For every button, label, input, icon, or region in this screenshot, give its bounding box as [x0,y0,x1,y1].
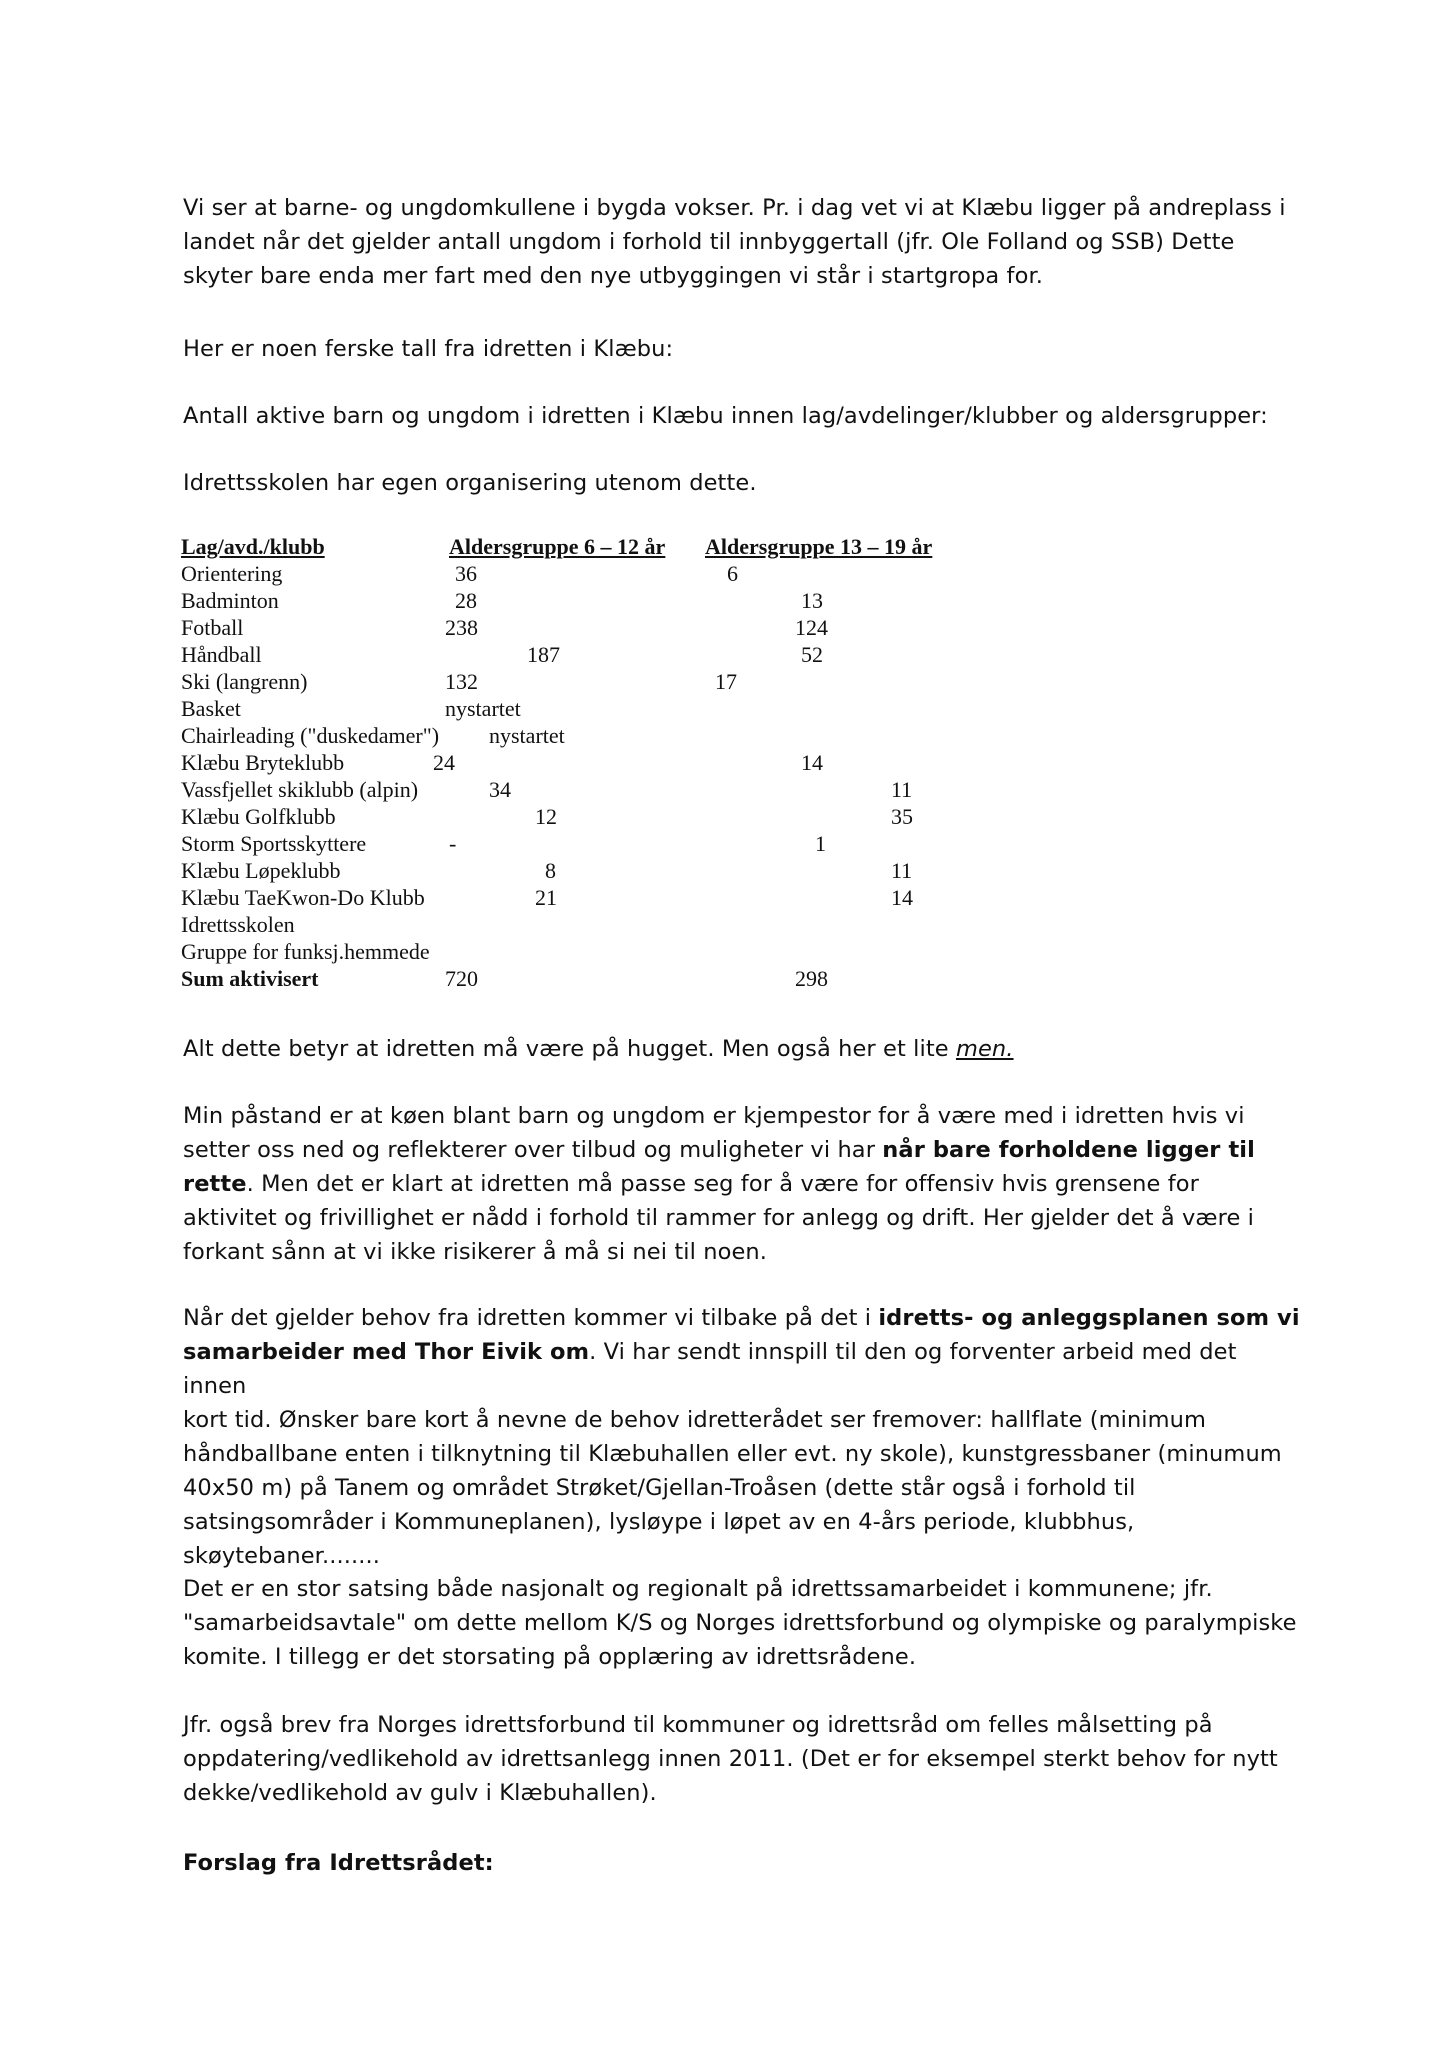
letter-paragraph [183,1708,1303,1810]
club-name: Håndball [181,642,262,667]
club-name: Vassfjellet skiklubb (alpin) [181,777,419,802]
idrettsskolen-note-text: Idrettsskolen har egen organisering utenom dette. [183,470,757,496]
value-age-6-12: 36 [455,561,477,586]
value-age-6-12: - [449,831,457,856]
needs-paragraph [183,1301,1303,1573]
total-label: Sum aktivisert [181,966,319,991]
table-row [181,912,1081,939]
table-header-row [181,534,1081,561]
table-row [181,642,1081,669]
value-age-6-12: 12 [535,804,557,829]
value-age-13-19: 6 [727,561,738,586]
club-name: Klæbu Bryteklubb [181,750,345,775]
header-club: Lag/avd./klubb [181,534,325,559]
club-name: Klæbu Løpeklubb [181,858,341,883]
claim-line-3a: rette [183,1171,247,1197]
value-age-6-12: 28 [455,588,477,613]
value-age-13-19: 35 [891,804,913,829]
club-name: Fotball [181,615,244,640]
needs-line-6: satsingsområder i Kommuneplanen), lysløype i løpet av en 4-års periode, klubbhus, [183,1509,1135,1535]
value-age-6-12: 238 [445,615,478,640]
claim-line-2a: setter oss ned og reflekterer over tilbud og muligheter vi har [183,1137,883,1163]
table-row [181,804,1081,831]
conclusion-text: Alt dette betyr at idretten må være på hugget. Men også her et lite [183,1036,956,1062]
intro-paragraph [183,191,1303,293]
cooperation-line-1: Det er en stor satsing både nasjonalt og regionalt på idrettssamarbeidet i kommunene; jfr. [183,1576,1213,1602]
club-name: Badminton [181,588,279,613]
intro-line-1: Vi ser at barne- og ungdomkullene i bygda vokser. Pr. i dag vet vi at Klæbu ligger på andreplass i [183,195,1286,221]
cooperation-line-3: komite. I tillegg er det storsating på opplæring av idrettsrådene. [183,1644,917,1670]
proposal-heading-text: Forslag fra Idrettsrådet: [183,1850,494,1876]
table-caption-text: Antall aktive barn og ungdom i idretten i Klæbu innen lag/avdelinger/klubber og aldersgrupper: [183,403,1268,429]
table-row [181,831,1081,858]
cooperation-line-2: "samarbeidsavtale" om dette mellom K/S og Norges idrettsforbund og olympiske og paralympiske [183,1610,1297,1636]
needs-line-1a: Når det gjelder behov fra idretten kommer vi tilbake på det i [183,1305,879,1331]
value-age-6-12: 132 [445,669,478,694]
header-age-6-12: Aldersgruppe 6 – 12 år [449,534,666,559]
needs-line-2a: samarbeider med Thor Eivik om [183,1339,590,1365]
club-name: Ski (langrenn) [181,669,308,694]
club-name: Basket [181,696,241,721]
club-name: Chairleading ("duskedamer") [181,723,440,748]
table-row [181,777,1081,804]
letter-line-2: oppdatering/vedlikehold av idrettsanlegg innen 2011. (Det er for eksempel sterkt behov for nytt [183,1746,1278,1772]
claim-line-4: aktivitet og frivillighet er nådd i forhold til rammer for anlegg og drift. Her gjelder det å være i [183,1205,1255,1231]
value-age-13-19: 11 [891,777,913,802]
claim-line-5: forkant sånn at vi ikke risikerer å må si nei til noen. [183,1239,767,1265]
value-age-6-12: nystartet [445,696,521,721]
value-age-13-19: 1 [815,831,826,856]
table-row [181,615,1081,642]
needs-line-4: håndballbane enten i tilknytning til Klæbuhallen eller evt. ny skole), kunstgressbaner (minumum [183,1441,1282,1467]
table-row [181,939,1081,966]
figures-intro-text: Her er noen ferske tall fra idretten i Klæbu: [183,336,674,362]
club-name: Orientering [181,561,283,586]
value-age-6-12: 34 [489,777,511,802]
value-age-6-12: nystartet [489,723,565,748]
club-name: Gruppe for funksj.hemmede [181,939,430,964]
conclusion-italic: men. [955,1036,1014,1062]
letter-line-1: Jfr. også brev fra Norges idrettsforbund til kommuner og idrettsråd om felles målsetting på [183,1712,1213,1738]
total-age-6-12: 720 [445,966,478,991]
needs-line-3: kort tid. Ønsker bare kort å nevne de behov idretterådet ser fremover: hallflate (minimum [183,1407,1207,1433]
table-total-row [181,966,1081,993]
idrettsskolen-note [183,466,1303,500]
value-age-6-12: 21 [535,885,557,910]
value-age-6-12: 187 [527,642,560,667]
club-name: Klæbu TaeKwon-Do Klubb [181,885,425,910]
value-age-13-19: 13 [801,588,823,613]
value-age-13-19: 52 [801,642,823,667]
table-row [181,561,1081,588]
club-name: Klæbu Golfklubb [181,804,336,829]
figures-intro [183,332,1303,366]
letter-line-3: dekke/vedlikehold av gulv i Klæbuhallen). [183,1780,657,1806]
intro-line-3: skyter bare enda mer fart med den nye utbyggingen vi står i startgropa for. [183,263,1043,289]
club-name: Idrettsskolen [181,912,295,937]
table-row [181,750,1081,777]
table-row [181,696,1081,723]
value-age-13-19: 17 [715,669,737,694]
claim-paragraph [183,1099,1303,1269]
table-caption [183,399,1303,433]
claim-line-1: Min påstand er at køen blant barn og ungdom er kjempestor for å være med i idretten hvis vi [183,1103,1245,1129]
needs-line-5: 40x50 m) på Tanem og området Strøket/Gjellan-Troåsen (dette står også i forhold til [183,1475,1136,1501]
header-age-13-19: Aldersgruppe 13 – 19 år [705,534,933,559]
value-age-6-12: 24 [433,750,455,775]
table-row [181,858,1081,885]
value-age-13-19: 124 [795,615,828,640]
table-row [181,669,1081,696]
claim-line-3b: . Men det er klart at idretten må passe seg for å være for offensiv hvis grensene for [246,1171,1199,1197]
value-age-6-12: 8 [545,858,556,883]
value-age-13-19: 14 [801,750,823,775]
value-age-13-19: 14 [891,885,913,910]
claim-line-2b: når bare forholdene ligger til [882,1137,1255,1163]
table-row [181,885,1081,912]
club-name: Storm Sportsskyttere [181,831,367,856]
intro-line-2: landet når det gjelder antall ungdom i forhold til innbyggertall (jfr. Ole Folland og SSB) Dette [183,229,1235,255]
needs-line-7: skøytebaner........ [183,1543,380,1569]
conclusion-paragraph [183,1032,1303,1066]
proposal-heading [183,1846,1303,1880]
table-row [181,723,1081,750]
cooperation-paragraph [183,1572,1303,1674]
needs-line-2b: . Vi har sendt innspill til den og forventer arbeid med det innen [183,1339,1237,1399]
value-age-13-19: 11 [891,858,913,883]
needs-line-1b: idretts- og anleggsplanen som vi [878,1305,1300,1331]
table-row [181,588,1081,615]
total-age-13-19: 298 [795,966,828,991]
